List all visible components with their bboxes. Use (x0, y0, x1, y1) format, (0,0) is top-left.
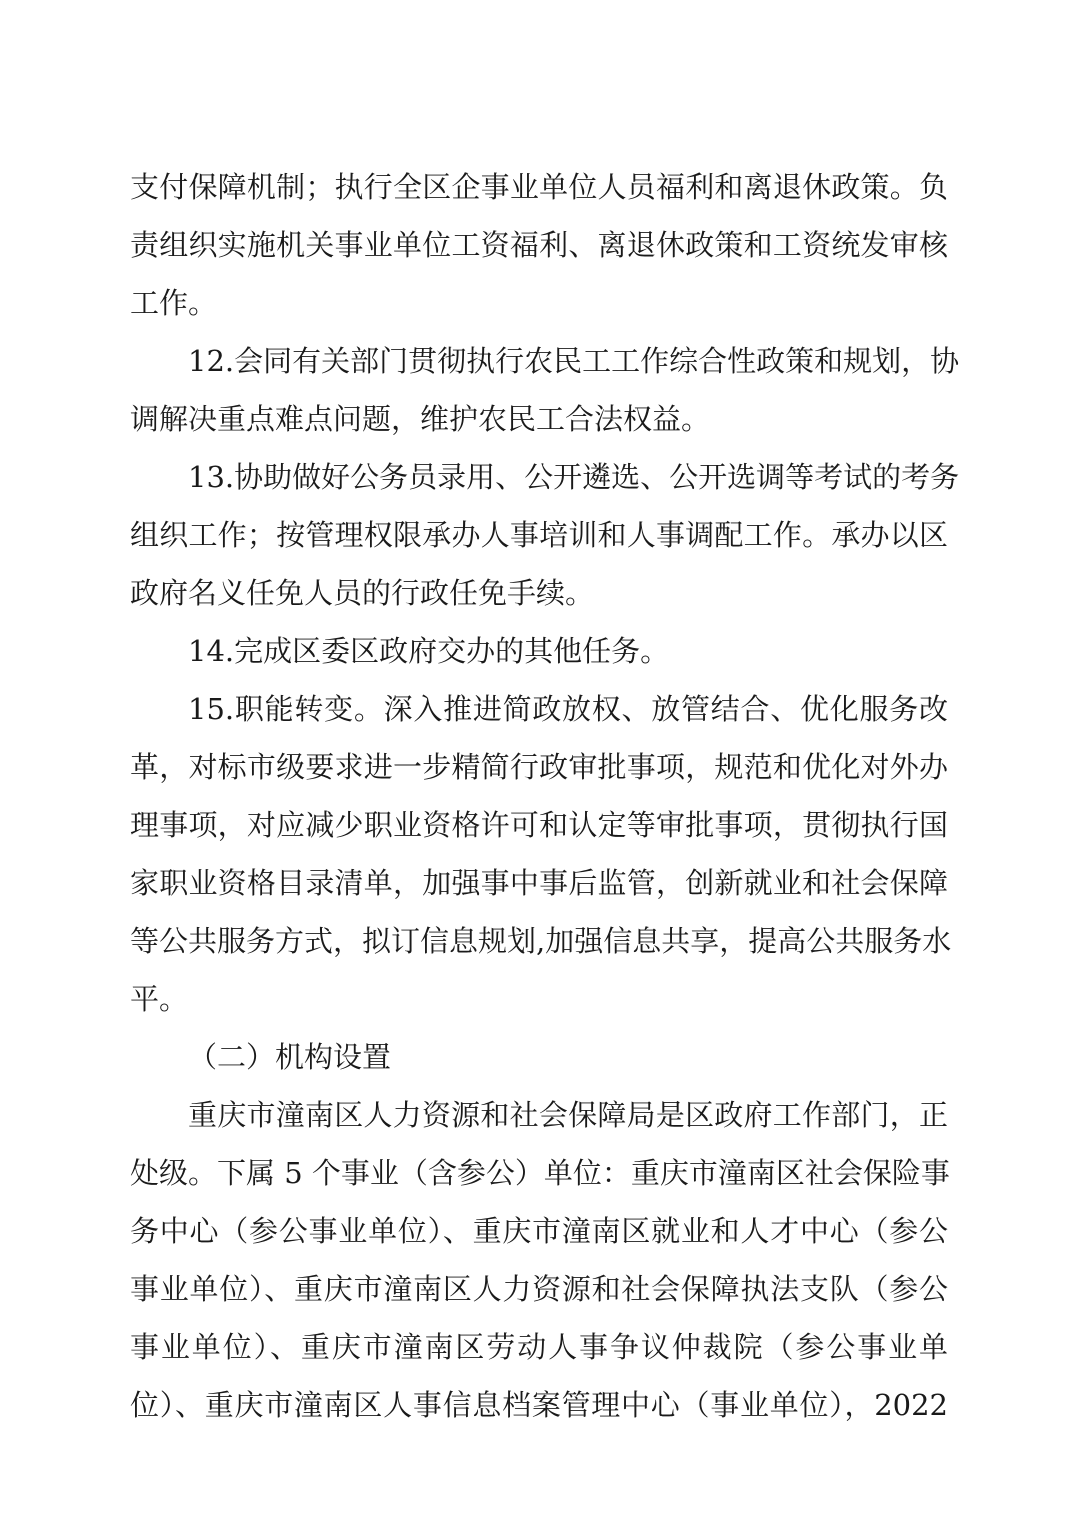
text-line: 理事项，对应减少职业资格许可和认定等审批事项，贯彻执行国 (130, 808, 948, 842)
section-heading: （二）机构设置 (188, 1040, 392, 1074)
text-line: 调解决重点难点问题，维护农民工合法权益。 (130, 402, 711, 436)
text-line: 政府名义任免人员的行政任免手续。 (130, 576, 595, 610)
text-line: 支付保障机制；执行全区企事业单位人员福利和离退休政策。负 (130, 170, 948, 204)
text-line: 组织工作；按管理权限承办人事培训和人事调配工作。承办以区 (130, 518, 948, 552)
text-line: 处级。下属 5 个事业（含参公）单位：重庆市潼南区社会保险事 (130, 1156, 950, 1190)
text-line: 12.会同有关部门贯彻执行农民工工作综合性政策和规划，协 (188, 344, 960, 378)
text-line: 家职业资格目录清单，加强事中事后监管，创新就业和社会保障 (130, 866, 948, 900)
text-line: 13.协助做好公务员录用、公开遴选、公开选调等考试的考务 (188, 460, 960, 494)
text-line: 位）、重庆市潼南区人事信息档案管理中心（事业单位），2022 (130, 1388, 948, 1422)
document-page (130, 158, 960, 1434)
text-line: 工作。 (130, 286, 218, 320)
text-line: 事业单位）、重庆市潼南区劳动人事争议仲裁院（参公事业单 (130, 1330, 948, 1364)
text-line: 务中心（参公事业单位）、重庆市潼南区就业和人才中心（参公 (130, 1214, 948, 1248)
text-line: 重庆市潼南区人力资源和社会保障局是区政府工作部门，正 (188, 1098, 948, 1132)
text-line: 责组织实施机关事业单位工资福利、离退休政策和工资统发审核 (130, 228, 948, 262)
text-line: 15.职能转变。深入推进简政放权、放管结合、优化服务改 (188, 692, 948, 726)
text-line: 14.完成区委区政府交办的其他任务。 (188, 634, 670, 668)
text-line: 等公共服务方式，拟订信息规划,加强信息共享，提高公共服务水 (130, 924, 952, 958)
text-line: 事业单位）、重庆市潼南区人力资源和社会保障执法支队（参公 (130, 1272, 948, 1306)
text-line: 革，对标市级要求进一步精简行政审批事项，规范和优化对外办 (130, 750, 948, 784)
text-line: 平。 (130, 982, 189, 1016)
